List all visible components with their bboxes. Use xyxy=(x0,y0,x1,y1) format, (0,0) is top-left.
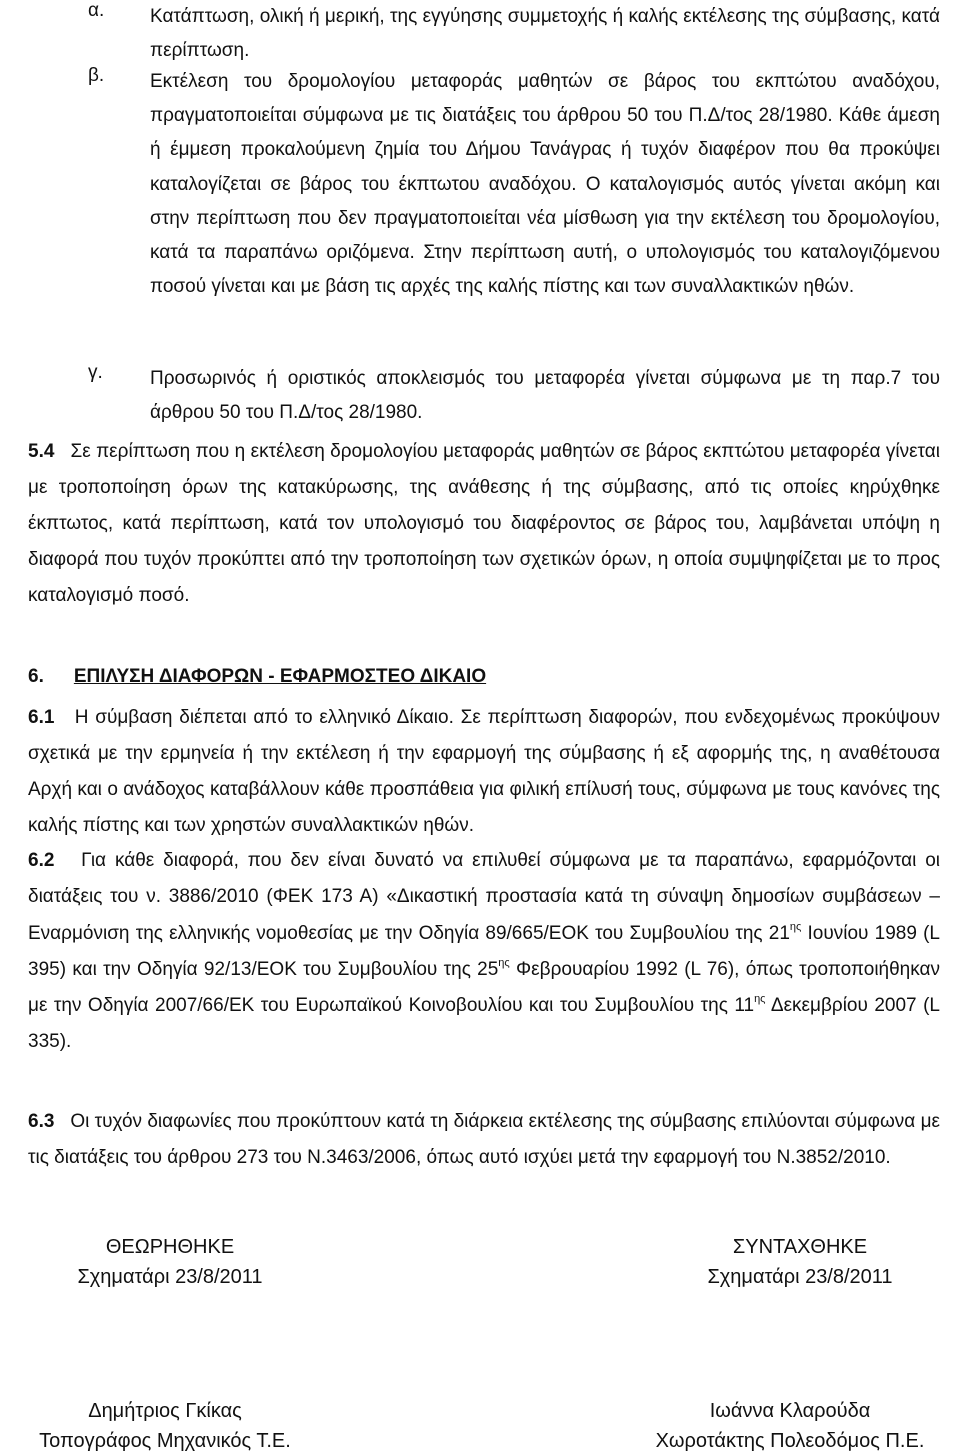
section-text: Για κάθε διαφορά, που δεν είναι δυνατό να επιλυθεί σύμφωνα με τα παραπάνω, εφαρμόζονται οι διατάξεις του ν. 3886/2010 (ΦΕΚ 173 Α) «Δικαστική προστασία κατά τη σύναψη δημοσίων συμβάσεων – Εναρμόνιση της ελληνικής νομοθεσίας με την Οδηγία 89/665/ΕΟΚ του Συμβουλίου της 21 xyxy=(28,850,940,944)
list-item-text: Εκτέλεση του δρομολογίου μεταφοράς μαθητών σε βάρος του εκπτώτου αναδόχου, πραγματοποιείται σύμφωνα με τις διατάξεις του άρθρου 50 του Π.Δ/τος 28/1980. Κάθε άμεση ή έμμεση προκαλούμενη ζημία του Δήμου Τανάγρας ή τυχόν διαφέρον που θα προκύψει καταλογίζεται σε βάρος του έκπτωτου αναδόχου. Ο καταλογισμός αυτός γίνεται ακόμη και στην περίπτωση που δεν πραγματοποιείται νέα μίσθωση για την εκτέλεση του δρομολογίου, κατά τα παραπάνω οριζόμενα. Στην περίπτωση αυτή, ο υπολογισμός του καταλογιζόμενου ποσού γίνεται και με βάση τις αρχές της καλής πίστης και των συναλλακτικών ηθών. xyxy=(150,71,940,298)
section-6-2 xyxy=(28,843,940,1061)
signature-block-right-header xyxy=(670,1232,930,1292)
section-paragraph xyxy=(28,700,940,844)
section-paragraph xyxy=(28,1104,940,1176)
list-item-a xyxy=(88,0,940,68)
signatory-name: Ιωάννα Κλαρούδα xyxy=(709,1400,871,1422)
section-number: 6.1 xyxy=(28,707,55,728)
ordinal-superscript: ης xyxy=(754,993,766,1006)
section-text: Οι τυχόν διαφωνίες που προκύπτουν κατά τη διάρκεια εκτέλεσης της σύμβασης επιλύονται σύμφωνα με τις διατάξεις του άρθρου 273 του Ν.3463/2006, όπως αυτό ισχύει μετά την εφαρμογή του Ν.3852/2010. xyxy=(28,1111,940,1168)
section-paragraph xyxy=(28,843,940,1061)
section-5-4 xyxy=(28,434,940,614)
section-text: Δεκεμβρίου 2007 (L 335). xyxy=(28,995,940,1053)
section-text: Ιουνίου 1989 (L 395) και την Οδηγία 92/13/ΕΟΚ του Συμβουλίου της 25 xyxy=(28,922,940,980)
section-number: 6.3 xyxy=(28,1111,55,1132)
list-marker: α. xyxy=(88,0,105,21)
section-text: Φεβρουαρίου 1992 (L 76), όπως τροποποιήθηκαν με την Οδηγία 2007/66/ΕΚ του Ευρωπαϊκού Κοινοβουλίου και του Συμβουλίου της 11 xyxy=(28,958,940,1017)
section-text: Σε περίπτωση που η εκτέλεση δρομολογίου μεταφοράς μαθητών σε βάρος εκπτώτου μεταφορέα γίνεται με τροποποίηση όρων της κατακύρωσης, της ανάθεσης ή της σύμβασης, από τις οποίες κηρύχθηκε έκπτωτος, κατά περίπτωση, κατά τον υπολογισμό του διαφέροντος σε βάρος του, λαμβάνεται υπόψη η διαφορά που τυχόν προκύπτει από την τροποποίηση των σχετικών όρων, η οποία συμψηφίζεται με το προς καταλογισμό ποσό. xyxy=(28,441,940,606)
section-6-1 xyxy=(28,700,940,844)
ordinal-superscript: ης xyxy=(789,920,802,933)
section-text: Η σύμβαση διέπεται από το ελληνικό Δίκαιο. Σε περίπτωση διαφορών, που ενδεχομένως προκύψουν σχετικά με την ερμηνεία ή την εκτέλεση ή την εφαρμογή της σύμβασης ή εξ αφορμής της, η αναθέτουσα Αρχή και ο ανάδοχος καταβάλλουν κάθε προσπάθεια για φιλική επίλυσή τους, σύμφωνα με τους κανόνες της καλής πίστης και των χρηστών συναλλακτικών ηθών. xyxy=(28,707,940,836)
section-title: ΕΠΙΛΥΣΗ ΔΙΑΦΟΡΩΝ - ΕΦΑΡΜΟΣΤΕΟ ΔΙΚΑΙΟ xyxy=(73,666,487,687)
signature-place-date: Σχηματάρι 23/8/2011 xyxy=(707,1266,893,1288)
signature-status: ΘΕΩΡΗΘΗΚΕ xyxy=(105,1236,235,1258)
section-6-heading xyxy=(28,666,486,688)
signature-block-right-footer xyxy=(625,1396,955,1456)
section-number: 6.2 xyxy=(28,850,55,871)
signatory-role: Χωροτάκτης Πολεοδόμος Π.Ε. xyxy=(655,1430,925,1452)
section-number: 5.4 xyxy=(28,441,55,462)
signature-place-date: Σχηματάρι 23/8/2011 xyxy=(77,1266,263,1288)
list-marker: β. xyxy=(88,65,105,86)
list-marker: γ. xyxy=(88,362,103,383)
signature-block-left-header xyxy=(30,1232,310,1292)
signature-block-left-footer xyxy=(0,1396,330,1456)
signature-status: ΣΥΝΤΑΧΘΗΚΕ xyxy=(732,1236,868,1258)
section-6-3 xyxy=(28,1104,940,1176)
signatory-role: Τοπογράφος Μηχανικός Τ.Ε. xyxy=(39,1430,291,1452)
list-item-c xyxy=(88,362,940,430)
section-number: 6. xyxy=(28,666,44,687)
section-paragraph xyxy=(28,434,940,614)
list-item-text: Κατάπτωση, ολική ή μερική, της εγγύησης συμμετοχής ή καλής εκτέλεσης της σύμβασης, κατά περίπτωση. xyxy=(150,6,940,62)
ordinal-superscript: ης xyxy=(498,956,510,969)
signatory-name: Δημήτριος Γκίκας xyxy=(88,1400,242,1422)
list-item-b xyxy=(88,65,940,304)
list-item-text: Προσωρινός ή οριστικός αποκλεισμός του μεταφορέα γίνεται σύμφωνα με τη παρ.7 του άρθρου 50 του Π.Δ/τος 28/1980. xyxy=(150,368,940,424)
